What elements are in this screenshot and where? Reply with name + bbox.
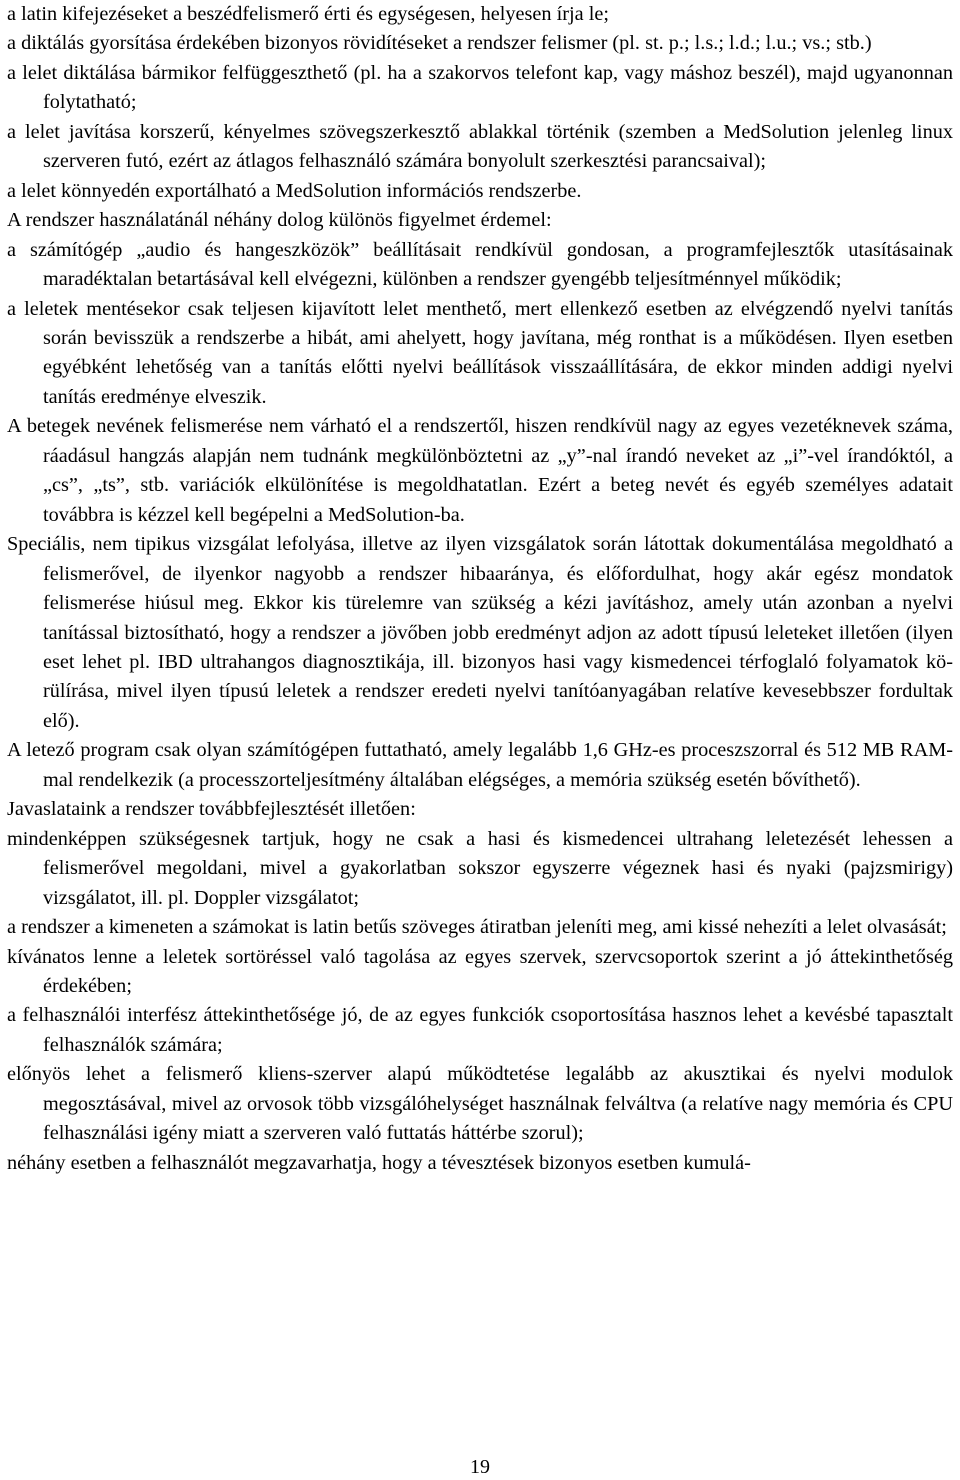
paragraph: A letező program csak olyan számítógépen futtatható, amely legalább 1,6 GHz-es proceszszorral és 512 MB RAM-mal rendelkezik (a processzorteljesítmény általában elégséges, a memória szükség esetén bővíthető). [7, 739, 953, 791]
list-item: a latin kifejezéseket a beszédfelismerő érti és egységesen, helyesen írja le; [7, 3, 609, 25]
list-item: a felhasználói interfész áttekinthetősége jó, de az egyes funkciók csoportosítása hasznos lehet a kevésbé tapasztalt felhasználók számára; [7, 1004, 953, 1056]
list-item: előnyös lehet a felismerő kliens-szerver alapú működtetése legalább az akusztikai és nyelvi modulok megosztásával, mivel az orvosok több vizsgálóhelységet használnak felváltva (a relatíve nagy memória és CPU felhasználási igény miatt a szerveren való futtatás háttérbe szorul); [7, 1063, 953, 1145]
paragraph: A betegek nevének felismerése nem várható el a rendszertől, hiszen rendkívül nagy az egyes vezetéknevek száma, ráadásul hangzás alapján nem tudnánk megkülönböztetni az „y”-nal írandó neveket az „i”-vel írandóktól, a „cs”, „ts”, stb. variációk elkülönítése is megoldhatatlan. Ezért a beteg nevét és egyéb személyes adatait továbbra is kézzel kell begépelni a MedSolution-ba. [7, 415, 953, 526]
document-body [7, 0, 953, 1178]
list-item: kívánatos lenne a leletek sortöréssel való tagolása az egyes szervek, szervcsoportok szerint a jó áttekinthetőség érdekében; [7, 945, 953, 997]
list-item: a számítógép „audio és hangeszközök” beállításait rendkívül gondosan, a programfejlesztők utasításainak maradéktalan betartásával kell elvégezni, különben a rendszer gyengébb teljesítménnyel működik; [7, 238, 953, 291]
paragraph: Javaslataink a rendszer továbbfejlesztését illetően: [7, 798, 416, 821]
paragraph: Speciális, nem tipikus vizsgálat lefolyása, illetve az ilyen vizsgálatok során látottak dokumentálása megoldható a felismerővel, de ilyenkor nagyobb a rendszer hibaaránya, és előfordulhat, hogy akár egész mondatok felismerése hiúsul meg. Ekkor kis türelemre van szükség a kézi javításhoz, amely után azonban a nyelvi tanítással biztosítható, hogy a rendszer a jövőben jobb eredményt adjon az adott típusú leleteket illetően (ilyen eset lehet pl. IBD ultrahangos diagnosztikája, ill. bizonyos hasi vagy kismedencei térfoglaló folyamatok körülírása, mivel ilyen típusú leletek a rendszer eredeti nyelvi tanítóanyagában relatíve kevesebbszer fordultak elő). [7, 533, 953, 732]
page-number: 19 [470, 1456, 490, 1478]
list-item: a leletek mentésekor csak teljesen kijavított lelet menthető, mert ellenkező esetben az elvégzendő nyelvi tanítás során bevisszük a rendszerbe a hibát, ami ahelyett, hogy javítana, még ronthat is a működésen. Ilyen esetben egyébként lehetőség van a tanítás előtti nyelvi beállítások visszaállítására, de ekkor minden addigi nyelvi tanítás eredménye elveszik. [7, 297, 953, 408]
list-item: mindenképpen szükségesnek tartjuk, hogy ne csak a hasi és kismedencei ultrahang leletezését lehessen a felismerővel megoldani, mivel a gyakorlatban sokszor egyszerre végeznek hasi és nyaki (pajzsmirigy) vizsgálatot, ill. pl. Doppler vizsgálatot; [7, 827, 953, 909]
list-item: a rendszer a kimeneten a számokat is latin betűs szöveges átiratban jeleníti meg, ami kissé nehezíti a lelet olvasását; [7, 916, 947, 939]
list-item: a lelet könnyedén exportálható a MedSolution információs rendszerbe. [7, 179, 582, 202]
paragraph: A rendszer használatánál néhány dolog különös figyelmet érdemel: [7, 209, 552, 232]
list-item: a lelet diktálása bármikor felfüggeszthető (pl. ha a szakorvos telefont kap, vagy máshoz beszél), majd ugyanonnan folytatható; [7, 61, 953, 114]
list-item: néhány esetben a felhasználót megzavarhatja, hogy a tévesztések bizonyos esetben kumulá- [7, 1151, 751, 1174]
list-item: a lelet javítása korszerű, kényelmes szövegszerkesztő ablakkal történik (szemben a MedSolution jelenleg linux szerveren futó, ezért az átlagos felhasználó számára bonyolult szerkesztési parancsaival); [7, 120, 953, 173]
list-item: a diktálás gyorsítása érdekében bizonyos rövidítéseket a rendszer felismer (pl. st. p.; l.s.; l.d.; l.u.; vs.; stb.) [7, 32, 872, 55]
